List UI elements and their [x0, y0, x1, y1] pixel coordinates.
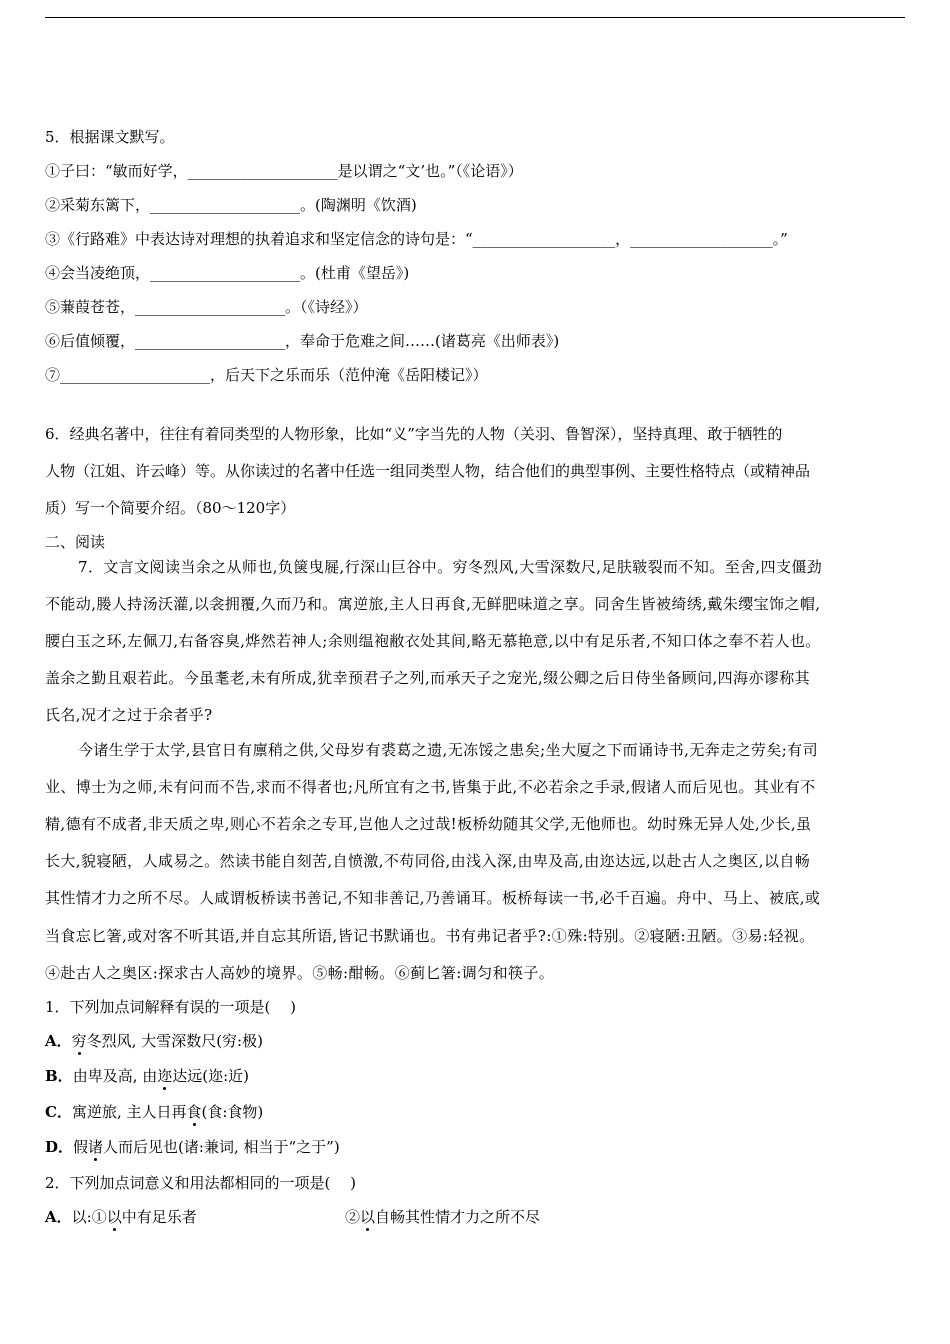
option-text-post: 人而后见也(诸:兼词, 相当于“之于”): [103, 1138, 340, 1156]
sub1-option-b: [45, 1066, 249, 1086]
q5-item-6: ⑥后值倾覆，____________________，奉命于危难之间……(诸葛亮《出师表》): [45, 332, 560, 350]
passage-line-3: 腰白玉之环,左佩刀,右备容臭,烨然若神人;余则缊袍敝衣处其间,略无慕艳意,以中有足乐者,不知口体之奉不若人也。: [45, 632, 821, 650]
phrase-1-number: ①: [91, 1208, 107, 1226]
passage-line-10: 其性情才力之所不尽。人咸谓板桥读书善记,不知非善记,乃善诵耳。板桥每读一书,必千百遍。舟中、马上、被底,或: [45, 889, 821, 907]
section-heading: 二、阅读: [45, 533, 106, 551]
q5-item-3: ③《行路难》中表达诗对理想的执着追求和坚定信念的诗句是：“___________________，___________________。”: [45, 230, 788, 248]
sub1-stem: 1．下列加点词解释有误的一项是( ): [45, 998, 297, 1016]
q6-line-2: 人物（江姐、许云峰）等。从你读过的名著中任选一组同类型人物，结合他们的典型事例、主要性格特点（或精神品: [45, 462, 811, 480]
passage-line-9: 长大,貌寝陋，人咸易之。然读书能自刻苦,自愤激,不苟同俗,由浅入深,由卑及高,由迩达远,以赴古人之奥区,以自畅: [45, 852, 811, 870]
passage-line-7: 业、博士为之师,未有问而不告,求而不得者也;凡所宜有之书,皆集于此,不必若余之手录,假诸人而后见也。其业有不: [45, 778, 816, 796]
option-text-post: (食:食物): [201, 1103, 264, 1121]
option-label: D．: [45, 1138, 74, 1156]
q5-item-7: ⑦____________________，后天下之乐而乐（范仲淹《岳阳楼记》）: [45, 366, 488, 384]
option-word: 以:: [71, 1208, 92, 1226]
passage-line-8: 精,德有不成者,非天质之卑,则心不若余之专耳,岂他人之过哉!板桥幼随其父学,无他师也。幼时殊无异人处,少长,虽: [45, 815, 812, 833]
phrase-1-text: 中有足乐者: [121, 1208, 197, 1226]
passage-line-12: ④赴古人之奥区:探求古人高妙的境界。⑤畅:酣畅。⑥蓟匕箸:调匀和筷子。: [45, 964, 555, 982]
passage-line-4: 盖余之勤且艰若此。今虽耄老,未有所成,犹幸预君子之列,而承天子之宠光,缀公卿之后日侍坐备顾问,四海亦谬称其: [45, 669, 811, 687]
passage-line-6: 今诸生学于太学,县官日有廪稍之供,父母岁有裘葛之遗,无冻馁之患矣;坐大厦之下而诵诗书,无奔走之劳矣;有司: [78, 741, 818, 759]
option-text-pre: 假: [73, 1138, 89, 1156]
option-label: A．: [45, 1208, 72, 1226]
passage-line-5: 氏名,况才之过于余者乎?: [45, 706, 213, 724]
option-label: C．: [45, 1103, 72, 1121]
dotted-character: 以: [360, 1208, 376, 1226]
option-label: A．: [45, 1032, 72, 1050]
dotted-character: 以: [106, 1208, 122, 1226]
header-rule: [45, 17, 905, 18]
sub2-option-a-phrase-2: [345, 1207, 540, 1227]
sub2-stem: 2．下列加点词意义和用法都相同的一项是( ): [45, 1174, 357, 1192]
q6-line-1: 6．经典名著中，往往有着同类型的人物形象，比如“义”字当先的人物（关羽、鲁智深），坚持真理、敢于牺牲的: [45, 425, 783, 443]
dotted-character: 迩: [157, 1067, 173, 1085]
q5-item-2: ②采菊东篱下，____________________。(陶渊明《饮酒): [45, 196, 417, 214]
passage-line-1: 7．文言文阅读当余之从师也,负箧曳屣,行深山巨谷中。穷冬烈风,大雪深数尺,足肤皲裂而不知。至舍,四支僵劲: [78, 558, 823, 576]
passage-line-2: 不能动,媵人持汤沃灌,以衾拥覆,久而乃和。寓逆旅,主人日再食,无鲜肥味道之享。同舍生皆被绮绣,戴朱缨宝饰之帽,: [45, 595, 821, 613]
passage-line-11: 当食忘匕箸,或对客不听其语,并自忘其所语,皆记书默诵也。书有弗记者乎?:①殊:特别。②寝陋:丑陋。③易:轻视。: [45, 927, 815, 945]
dotted-character: 穷: [71, 1032, 87, 1050]
option-text-post: 冬烈风, 大雪深数尺(穷:极): [86, 1032, 263, 1050]
phrase-2-text: 自畅其性情才力之所不尽: [375, 1208, 541, 1226]
q5-title: 5．根据课文默写。: [45, 128, 175, 146]
sub1-option-a: [45, 1031, 263, 1051]
sub2-option-a: [45, 1207, 197, 1227]
option-text-pre: 由卑及高, 由: [72, 1067, 158, 1085]
option-label: B．: [45, 1067, 73, 1085]
dotted-character: 诸: [88, 1138, 104, 1156]
q6-line-3: 质）写一个简要介绍。（80～120字）: [45, 499, 296, 517]
sub1-option-d: [45, 1137, 340, 1157]
sub1-option-c: [45, 1102, 263, 1122]
q5-item-1: ①子曰：“敏而好学，____________________是以谓之“文’也。”（《论语》）: [45, 162, 523, 180]
q5-item-5: ⑤蒹葭苍苍，____________________。（《诗经》）: [45, 298, 368, 316]
phrase-2-number: ②: [345, 1208, 361, 1226]
option-text-post: 达远(迩:近): [172, 1067, 250, 1085]
dotted-character: 食: [186, 1103, 202, 1121]
option-text-pre: 寓逆旅, 主人日再: [71, 1103, 187, 1121]
q5-item-4: ④会当凌绝顶，____________________。(杜甫《望岳》): [45, 264, 410, 282]
